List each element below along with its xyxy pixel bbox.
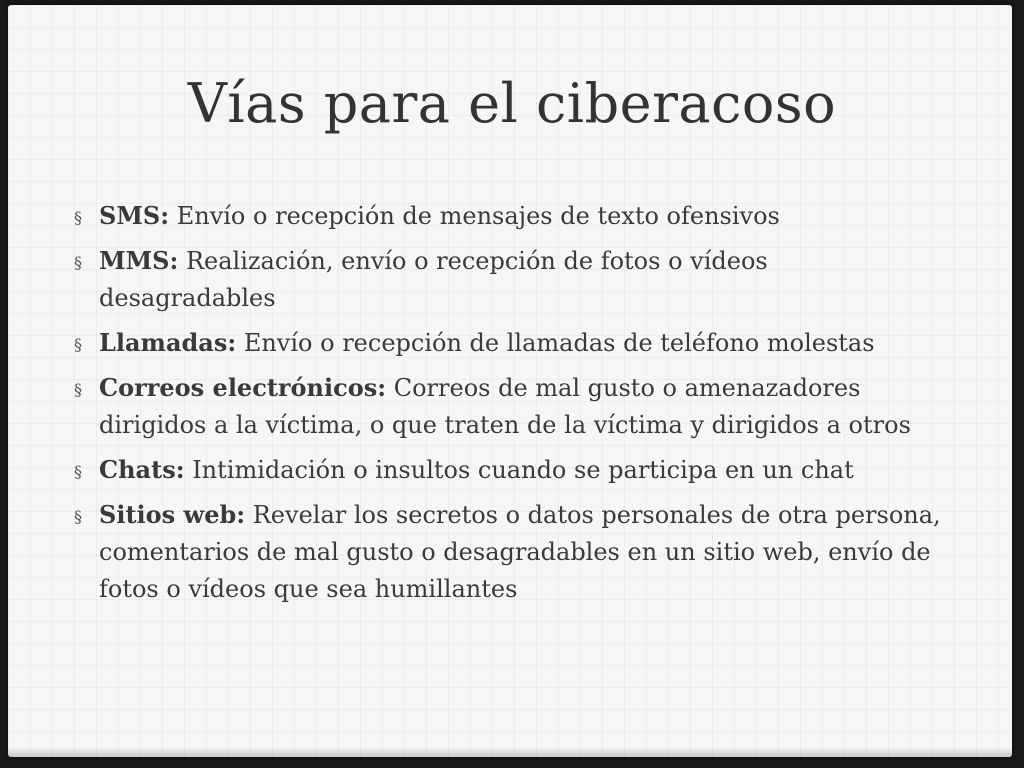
bullet-term: Chats:: [99, 455, 185, 484]
bullet-item-sitios-web: [71, 496, 951, 608]
bullet-text: Envío o recepción de llamadas de teléfono molestas: [236, 329, 875, 357]
bullet-text: Envío o recepción de mensajes de texto ofensivos: [169, 202, 780, 230]
bullet-item-llamadas: [71, 324, 951, 362]
bullet-item-sms: [71, 197, 951, 235]
bullet-marker-icon: §: [74, 253, 82, 272]
bullet-term: Llamadas:: [99, 328, 237, 357]
bullet-list: [71, 197, 951, 615]
bullet-term: MMS:: [99, 246, 179, 275]
slide-title: Vías para el ciberacoso: [187, 72, 837, 135]
bullet-marker-icon: §: [74, 462, 82, 481]
bullet-text: Intimidación o insultos cuando se participa en un chat: [184, 456, 854, 484]
bullet-term: Correos electrónicos:: [99, 373, 387, 402]
bullet-text: Correos de mal gusto o amenazadores dirigidos a la víctima, o que traten de la víctima y dirigidos a otros: [99, 374, 911, 439]
bullet-item-chats: [71, 451, 951, 489]
bullet-marker-icon: §: [74, 335, 82, 354]
bullet-term: Sitios web:: [99, 500, 246, 529]
bullet-text: Revelar los secretos o datos personales de otra persona, comentarios de mal gusto o desagradables en un sitio web, envío de fotos o vídeos que sea humillantes: [99, 501, 941, 603]
bullet-marker-icon: §: [74, 380, 82, 399]
bullet-item-mms: [71, 242, 951, 317]
bullet-term: SMS:: [99, 201, 170, 230]
bullet-marker-icon: §: [74, 507, 82, 526]
bullet-text: Realización, envío o recepción de fotos o vídeos desagradables: [99, 247, 768, 312]
bullet-item-correos: [71, 369, 951, 444]
bullet-marker-icon: §: [74, 208, 82, 227]
